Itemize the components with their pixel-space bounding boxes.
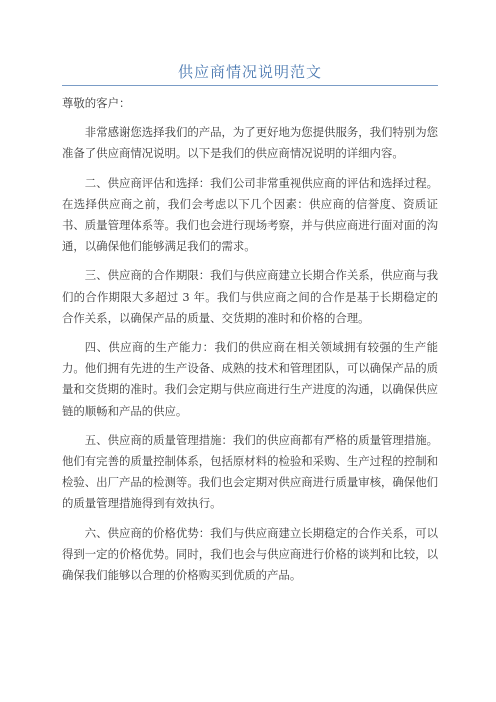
paragraph-price-advantage: 六、供应商的价格优势：我们与供应商建立长期稳定的合作关系，可以得到一定的价格优势。同时，我们也会与供应商进行价格的谈判和比较，以确保我们能够以合理的价格购买到优质的产品。 (62, 525, 438, 583)
document-body (62, 93, 438, 594)
paragraph-intro: 非常感谢您选择我们的产品，为了更好地为您提供服务，我们特别为您准备了供应商情况说明。以下是我们的供应商情况说明的详细内容。 (62, 125, 438, 161)
document-title: 供应商情况说明范文 (177, 63, 322, 81)
paragraph-production-capacity: 四、供应商的生产能力：我们的供应商在相关领域拥有较强的生产能力。他们拥有先进的生产设备、成熟的技术和管理团队，可以确保产品的质量和交货期的准时。我们会定期与供应商进行生产进度的沟通，以确保供应链的顺畅和产品的供应。 (62, 340, 438, 418)
paragraph-quality-management: 五、供应商的质量管理措施：我们的供应商都有严格的质量管理措施。他们有完善的质量控制体系，包括原材料的检验和采购、生产过程的控制和检验、出厂产品的检测等。我们也会定期对供应商进行质量审核，确保他们的质量管理措施得到有效执行。 (62, 432, 438, 511)
salutation: 尊敬的客户： (62, 96, 131, 110)
paragraph-evaluation: 二、供应商评估和选择：我们公司非常重视供应商的评估和选择过程。在选择供应商之前，我们会考虑以下几个因素：供应商的信誉度、资质证书、质量管理体系等。我们也会进行现场考察，并与供应商进行面对面的沟通，以确保他们能够满足我们的需求。 (62, 175, 438, 254)
title-divider (62, 85, 438, 86)
paragraph-cooperation-period: 三、供应商的合作期限：我们与供应商建立长期合作关系，供应商与我们的合作期限大多超过 3 年。我们与供应商之间的合作是基于长期稳定的合作关系，以确保产品的质量、交货期的准时和价格的合理。 (62, 268, 438, 325)
